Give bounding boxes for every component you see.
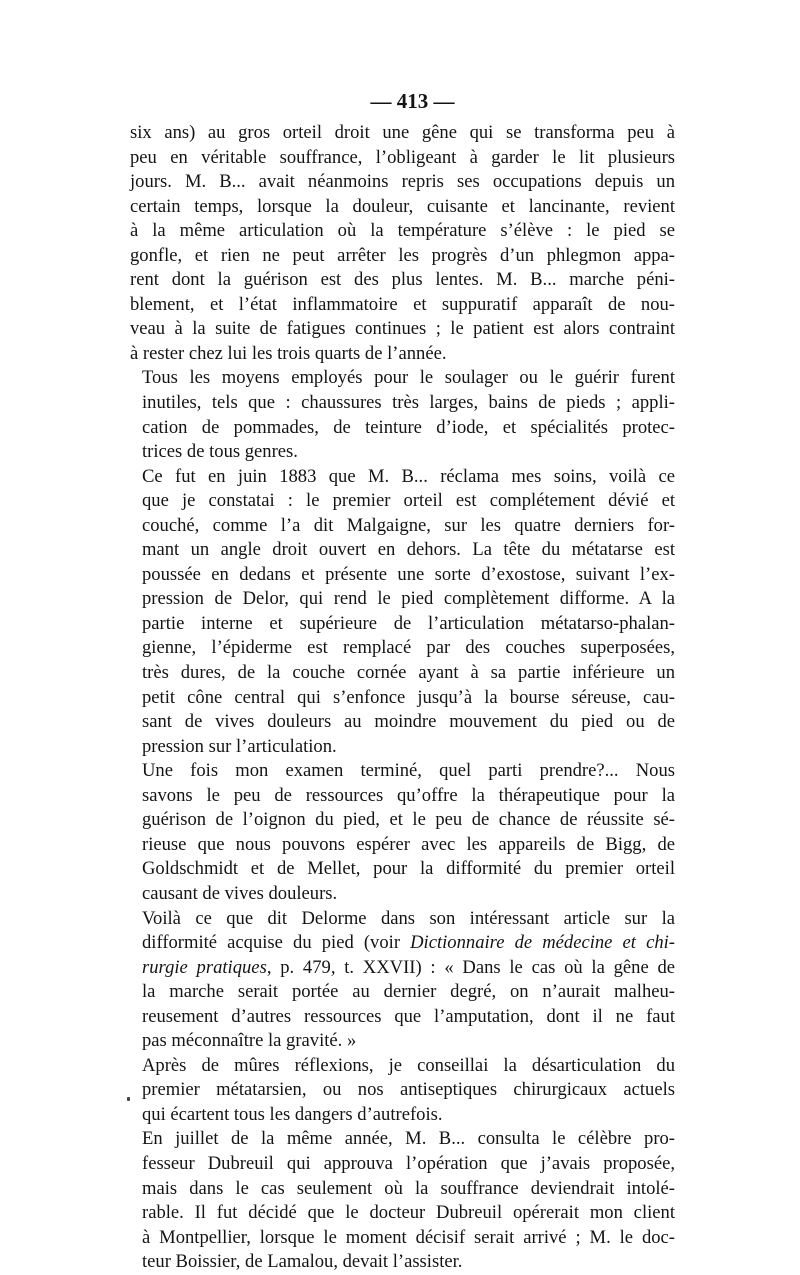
text-line: peu en véritable souffrance, l’obligeant à garder le lit plusieurs [130,146,675,168]
book-title: rurgie pratiques [142,956,267,978]
text-line: gienne, l’épiderme est remplacé par des couches superposées, [142,637,675,659]
book-title: Dictionnaire de médecine et chi [410,932,669,954]
text-line: partie interne et supérieure de l’articulation métatarso-phalan- [142,612,675,634]
text-line: inutiles, tels que : chaussures très larges, bains de pieds ; appli- [142,392,675,414]
text-line: sant de vives douleurs au moindre mouvement du pied ou de [142,711,675,733]
text-line: Après de mûres réflexions, je conseillai la désarticulation du [142,1054,675,1076]
text-line: reusement d’autres ressources que l’amputation, dont il ne faut [142,1005,675,1027]
body-text [130,121,675,1275]
text-line: difformité acquise du pied (voir Dictionnaire de médecine et chi- [142,932,675,954]
paragraph-2 [130,366,675,464]
paragraph-6 [130,1054,675,1128]
paragraph-7 [130,1127,675,1274]
paragraph-5 [130,907,675,1054]
paragraph-1 [130,121,675,366]
paragraph-4 [130,759,675,906]
text-line: savons le peu de ressources qu’offre la thérapeutique pour la [142,784,675,806]
text-line: Voilà ce que dit Delorme dans son intéressant article sur la [142,907,675,929]
text-line: à Montpellier, lorsque le moment décisif serait arrivé ; M. le doc- [142,1226,675,1248]
text-line: Goldschmidt et de Mellet, pour la difformité du premier orteil [142,858,675,880]
text-line: mais dans le cas seulement où la souffrance deviendrait intolé- [142,1177,675,1199]
text-line: premier métatarsien, ou nos antiseptiques chirurgicaux actuels [142,1079,675,1101]
text-line: mant un angle droit ouvert en dehors. La tête du métatarse est [142,539,675,561]
text-line: cation de pommades, de teinture d’iode, et spécialités protec- [142,416,675,438]
text-line: Une fois mon examen terminé, quel parti prendre?... Nous [142,760,675,782]
book-page [130,88,675,1275]
text-line: rurgie pratiques, p. 479, t. XXVII) : « Dans le cas où la gêne de [142,956,676,978]
text-line: gonfle, et rien ne peut arrêter les progrès d’un phlegmon appa- [130,244,675,266]
text-line: causant de vives douleurs. [142,882,338,904]
text-line: guérison de l’oignon du pied, et le peu de chance de réussite sé- [142,809,675,831]
text-line: jours. M. B... avait néanmoins repris ses occupations depuis un [130,171,675,193]
text-line: fesseur Dubreuil qui approuva l’opération que j’avais proposée, [142,1152,675,1174]
text-line: teur Boissier, de Lamalou, devait l’assister. [142,1251,463,1273]
text-line: rent dont la guérison est des plus lentes. M. B... marche péni- [130,269,675,291]
text-line: rieuse que nous pouvons espérer avec les appareils de Bigg, de [142,833,675,855]
text-line: pression sur l’articulation. [142,735,337,757]
text-line: pas méconnaître la gravité. » [142,1030,357,1052]
text-line: pression de Delor, qui rend le pied complètement difforme. A la [142,588,675,610]
page-number: — 413 — [370,89,455,113]
text-line: que je constatai : le premier orteil est complétement dévié et [142,490,675,512]
text-line: blement, et l’état inflammatoire et suppuratif apparaît de nou- [130,293,675,315]
text-line: qui écartent tous les dangers d’autrefois. [142,1103,443,1125]
text-line: à rester chez lui les trois quarts de l’année. [130,342,447,364]
text-line: poussée en dedans et présente une sorte d’exostose, suivant l’ex- [142,563,675,585]
text-line: Ce fut en juin 1883 que M. B... réclama mes soins, voilà ce [142,465,675,487]
text-line: très dures, de la couche cornée ayant à sa partie inférieure un [142,662,675,684]
text-line: rable. Il fut décidé que le docteur Dubreuil opérerait mon client [142,1202,675,1224]
text-line: la marche serait portée au dernier degré, on n’aurait malheu- [142,981,675,1003]
text-line: six ans) au gros orteil droit une gêne qui se transforma peu à [130,122,675,143]
text-line: petit cône central qui s’enfonce jusqu’à la bourse séreuse, cau- [142,686,675,708]
text-line: certain temps, lorsque la douleur, cuisante et lancinante, revient [130,195,675,217]
text-line: couché, comme l’a dit Malgaigne, sur les quatre derniers for- [142,514,675,536]
text-line: Tous les moyens employés pour le soulager ou le guérir furent [142,367,675,389]
text-line: trices de tous genres. [142,441,298,463]
paragraph-3 [130,465,675,760]
text-line: à la même articulation où la température s’élève : le pied se [130,220,675,242]
text-line: En juillet de la même année, M. B... consulta le célèbre pro- [142,1128,675,1150]
text-line: veau à la suite de fatigues continues ; le patient est alors contraint [130,318,675,340]
